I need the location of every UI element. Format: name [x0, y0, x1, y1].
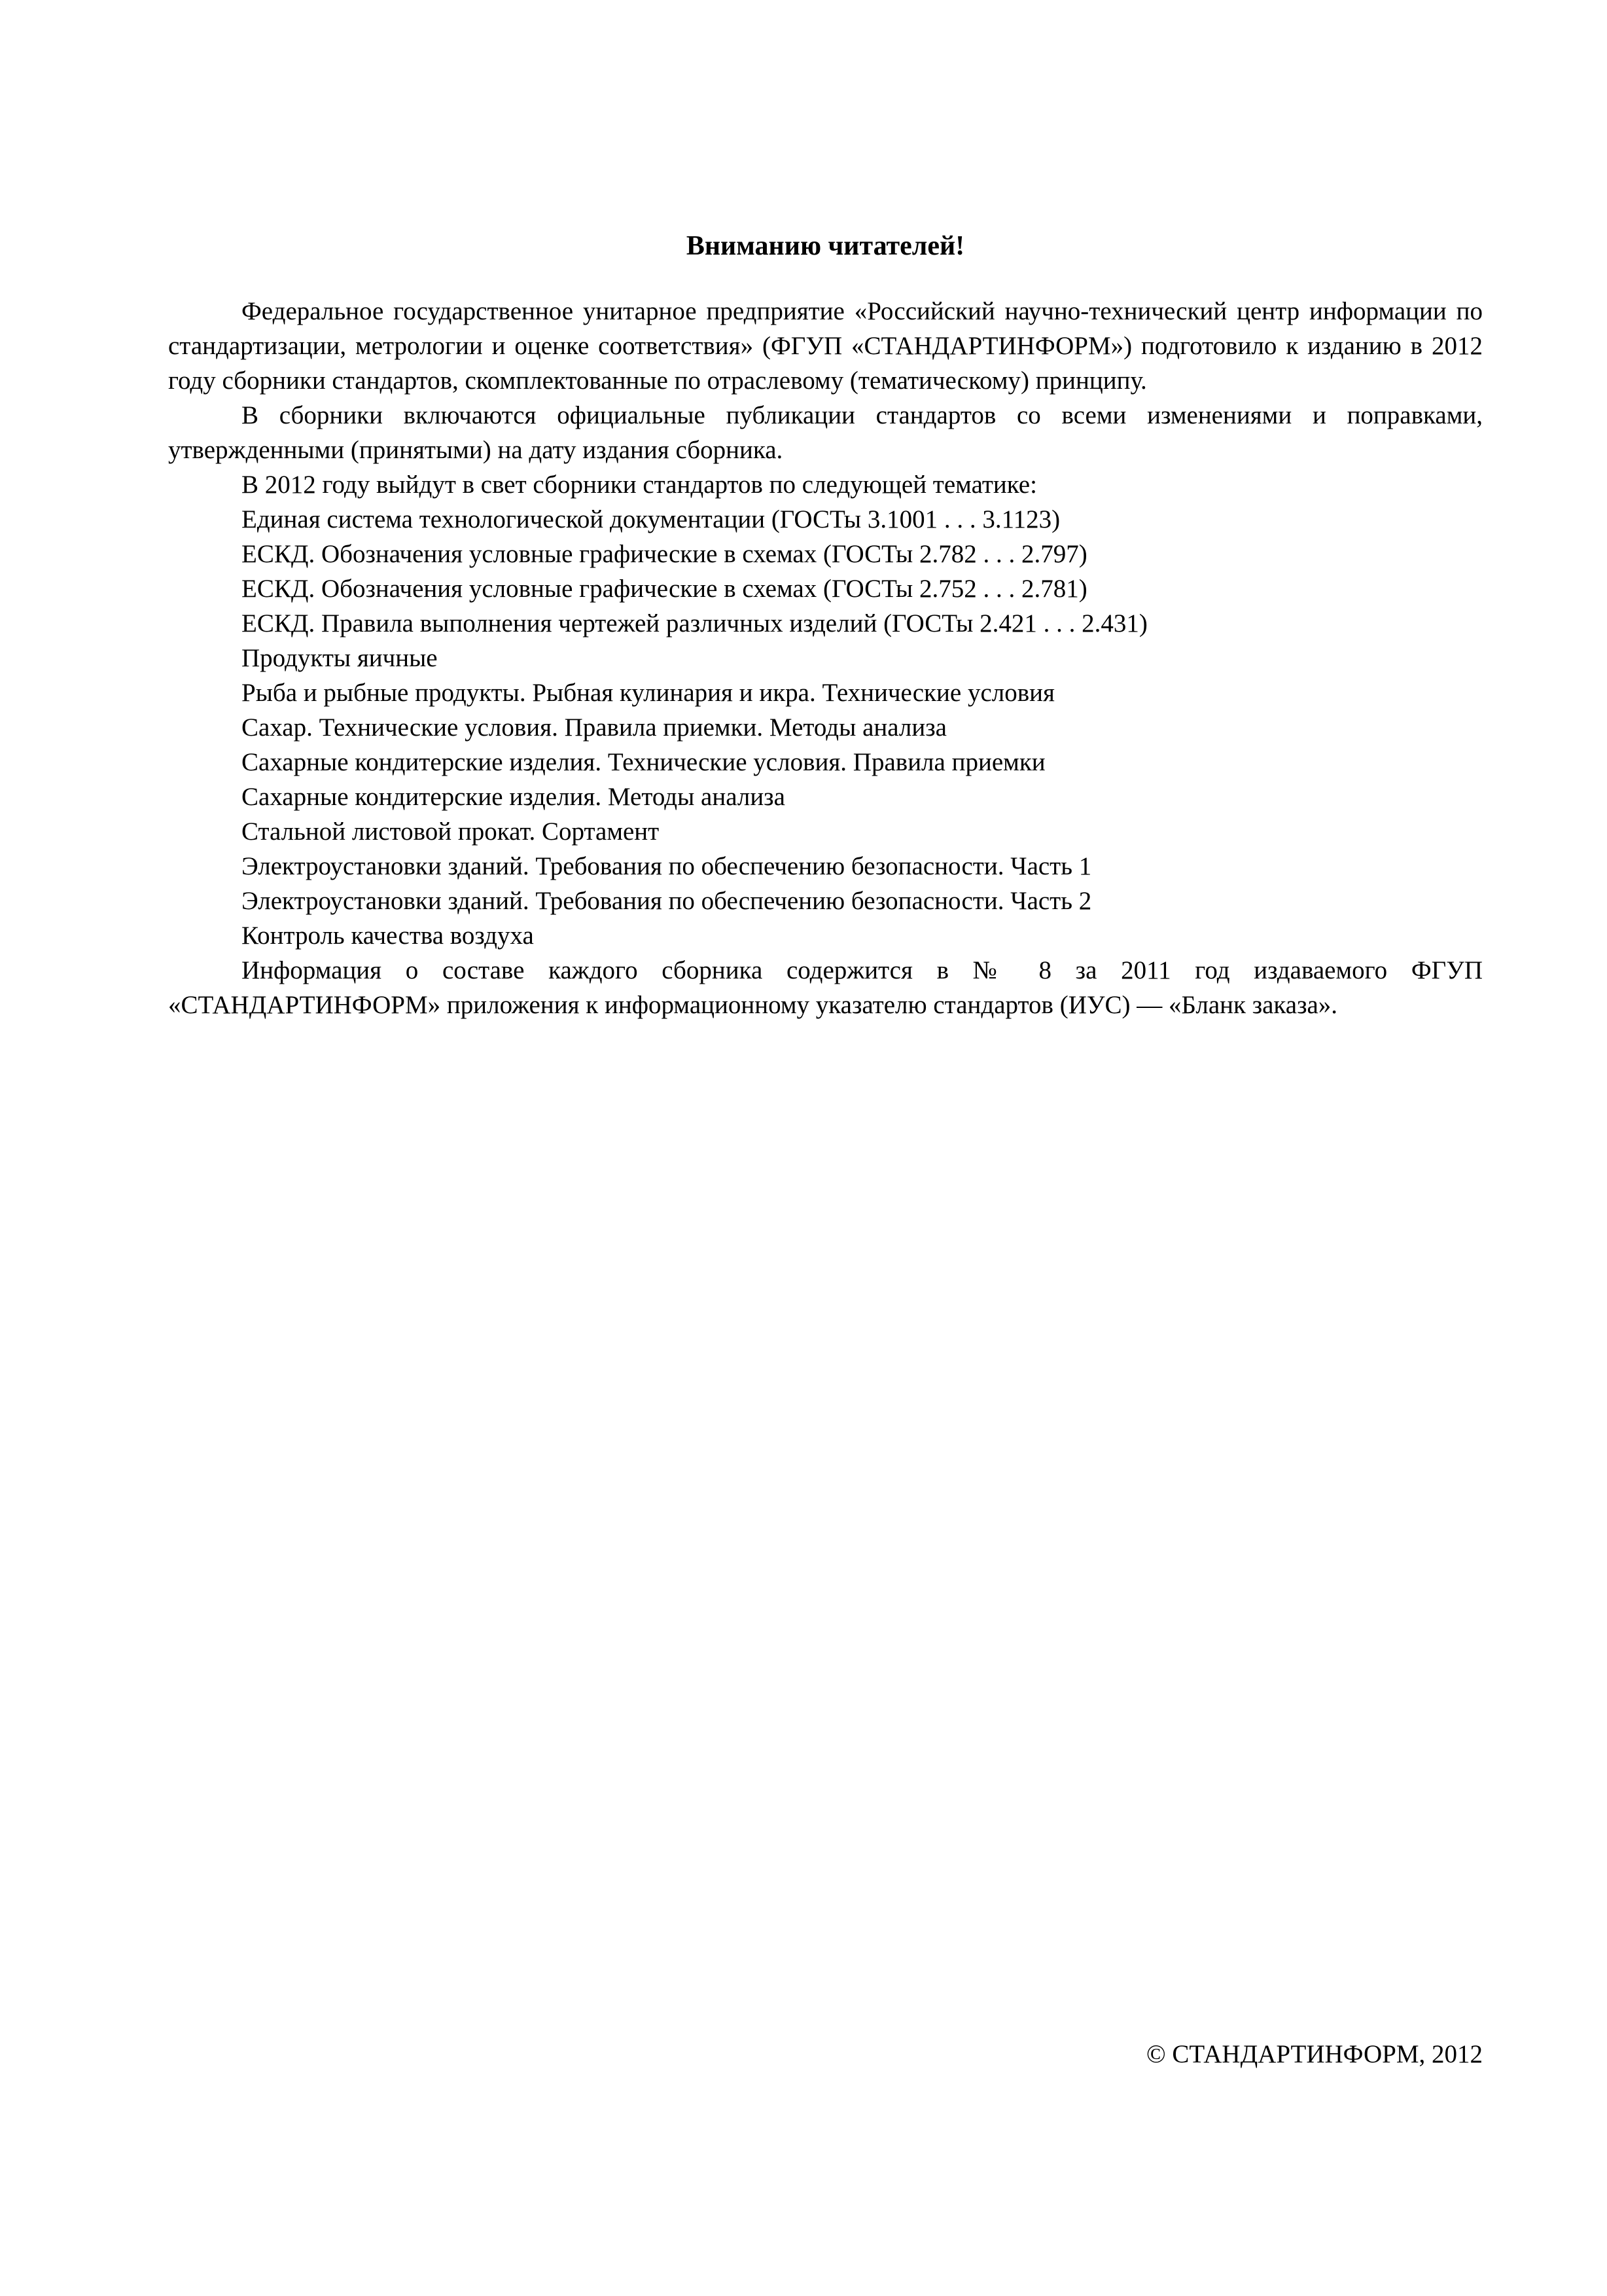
collection-item: Сахарные кондитерские изделия. Методы анализа [241, 783, 785, 811]
collection-item: Сахар. Технические условия. Правила приемки. Методы анализа [241, 713, 947, 742]
collection-item: ЕСКД. Обозначения условные графические в схемах (ГОСТы 2.752 . . . 2.781) [241, 575, 1087, 603]
collection-item: Продукты яичные [241, 644, 438, 672]
intro-paragraph: В сборники включаются официальные публикации стандартов со всеми изменениями и поправками, утвержденными (принятыми) на дату издания сборника. [168, 401, 1483, 464]
collection-item: Стальной листовой прокат. Сортамент [241, 817, 660, 846]
collection-list [168, 502, 1483, 953]
page-title: Вниманию читателей! [686, 231, 965, 261]
collection-item: Единая система технологической документации (ГОСТы 3.1001 . . . 3.1123) [241, 505, 1061, 533]
intro-paragraph: В 2012 году выйдут в свет сборники стандартов по следующей тематике: [241, 471, 1037, 499]
collection-item: Контроль качества воздуха [241, 922, 534, 950]
collection-item: Электроустановки зданий. Требования по обеспечению безопасности. Часть 1 [241, 852, 1092, 880]
collection-item: Электроустановки зданий. Требования по обеспечению безопасности. Часть 2 [241, 887, 1092, 915]
copyright-notice: © СТАНДАРТИНФОРМ, 2012 [1146, 2040, 1483, 2068]
intro-paragraph: Федеральное государственное унитарное предприятие «Российский научно-технический центр информации по стандартизации, метрологии и оценке соответствия» (ФГУП «СТАНДАРТИНФОРМ») подготовило к изданию в 2012 году сборники стандартов, скомплектованные по отраслевому (тематическому) принципу. [168, 297, 1483, 395]
collection-item: Сахарные кондитерские изделия. Технические условия. Правила приемки [241, 748, 1046, 776]
text-block [168, 229, 1483, 1022]
collection-item: ЕСКД. Правила выполнения чертежей различных изделий (ГОСТы 2.421 . . . 2.431) [241, 609, 1148, 637]
collection-item: ЕСКД. Обозначения условные графические в схемах (ГОСТы 2.782 . . . 2.797) [241, 540, 1087, 568]
collection-item: Рыба и рыбные продукты. Рыбная кулинария и икра. Технические условия [241, 679, 1055, 707]
closing-paragraph: Информация о составе каждого сборника содержится в № 8 за 2011 год издаваемого ФГУП «СТАНДАРТИНФОРМ» приложения к информационному указателю стандартов (ИУС) — «Бланк заказа». [168, 956, 1483, 1019]
